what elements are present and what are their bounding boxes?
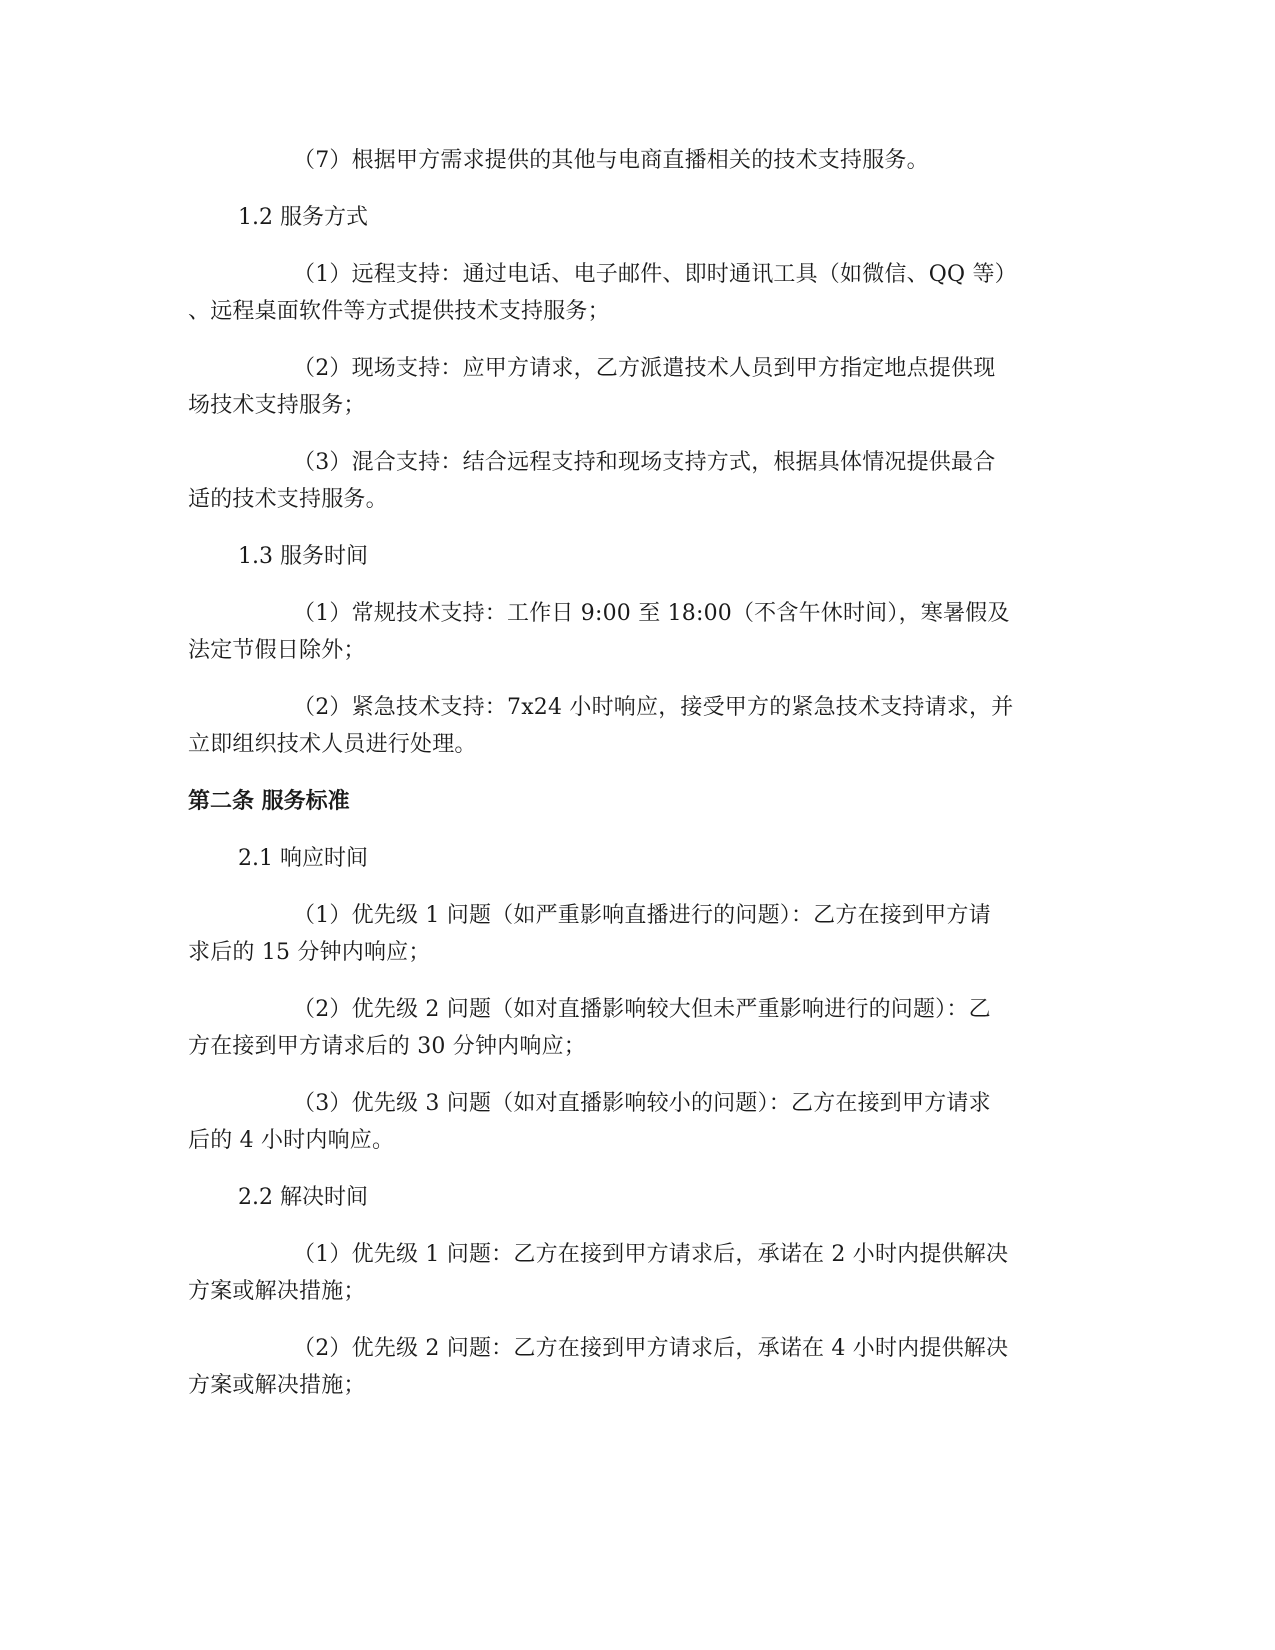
subsection-title: 2.1 响应时间 xyxy=(238,846,368,871)
spacer xyxy=(188,1216,1078,1236)
list-item xyxy=(188,991,1078,1065)
paragraph-line: （3）优先级 3 问题（如对直播影响较小的问题）：乙方在接到甲方请求 xyxy=(293,1091,991,1116)
paragraph-line: 求后的 15 分钟内响应； xyxy=(188,940,431,965)
spacer xyxy=(188,763,1078,783)
list-item xyxy=(188,1236,1078,1310)
paragraph-line: （1）远程支持：通过电话、电子邮件、即时通讯工具（如微信、QQ 等） xyxy=(293,262,1017,287)
list-item xyxy=(188,897,1078,971)
paragraph-line: （2）现场支持：应甲方请求，乙方派遣技术人员到甲方指定地点提供现 xyxy=(293,356,996,381)
paragraph-line: 场技术支持服务； xyxy=(188,393,366,418)
spacer xyxy=(188,877,1078,897)
paragraph-line: （3）混合支持：结合远程支持和现场支持方式，根据具体情况提供最合 xyxy=(293,450,996,475)
spacer xyxy=(188,1159,1078,1179)
list-item xyxy=(188,256,1078,330)
spacer xyxy=(188,424,1078,444)
list-item xyxy=(188,142,1078,179)
spacer xyxy=(188,236,1078,256)
paragraph-line: 立即组织技术人员进行处理。 xyxy=(188,732,477,757)
spacer xyxy=(188,518,1078,538)
paragraph-line: （2）优先级 2 问题：乙方在接到甲方请求后，承诺在 4 小时内提供解决 xyxy=(293,1336,1009,1361)
spacer xyxy=(188,1065,1078,1085)
paragraph-line: （2）优先级 2 问题（如对直播影响较大但未严重影响进行的问题）：乙 xyxy=(293,997,991,1022)
list-item xyxy=(188,689,1078,763)
spacer xyxy=(188,1310,1078,1330)
spacer xyxy=(188,179,1078,199)
list-item xyxy=(188,350,1078,424)
paragraph-line: 法定节假日除外； xyxy=(188,638,366,663)
paragraph-line: 方案或解决措施； xyxy=(188,1373,366,1398)
spacer xyxy=(188,820,1078,840)
document-body xyxy=(188,142,1078,1404)
paragraph-line: 后的 4 小时内响应。 xyxy=(188,1128,395,1153)
paragraph-line: （1）优先级 1 问题（如严重影响直播进行的问题）：乙方在接到甲方请 xyxy=(293,903,991,928)
list-item xyxy=(188,595,1078,669)
section-heading: 第二条 服务标准 xyxy=(188,789,350,814)
spacer xyxy=(188,330,1078,350)
paragraph-line: 、远程桌面软件等方式提供技术支持服务； xyxy=(188,299,610,324)
subsection-title: 1.3 服务时间 xyxy=(238,544,368,569)
spacer xyxy=(188,971,1078,991)
paragraph-line: （7）根据甲方需求提供的其他与电商直播相关的技术支持服务。 xyxy=(293,148,929,173)
list-item xyxy=(188,1085,1078,1159)
spacer xyxy=(188,575,1078,595)
paragraph-line: （1）优先级 1 问题：乙方在接到甲方请求后，承诺在 2 小时内提供解决 xyxy=(293,1242,1009,1267)
paragraph-line: 方案或解决措施； xyxy=(188,1279,366,1304)
paragraph-line: （1）常规技术支持：工作日 9:00 至 18:00（不含午休时间），寒暑假及 xyxy=(293,601,1010,626)
list-item xyxy=(188,444,1078,518)
paragraph-line: 方在接到甲方请求后的 30 分钟内响应； xyxy=(188,1034,586,1059)
subsection-title: 2.2 解决时间 xyxy=(238,1185,368,1210)
list-item xyxy=(188,1330,1078,1404)
spacer xyxy=(188,669,1078,689)
subsection-title: 1.2 服务方式 xyxy=(238,205,368,230)
paragraph-line: （2）紧急技术支持：7x24 小时响应，接受甲方的紧急技术支持请求，并 xyxy=(293,695,1014,720)
paragraph-line: 适的技术支持服务。 xyxy=(188,487,388,512)
